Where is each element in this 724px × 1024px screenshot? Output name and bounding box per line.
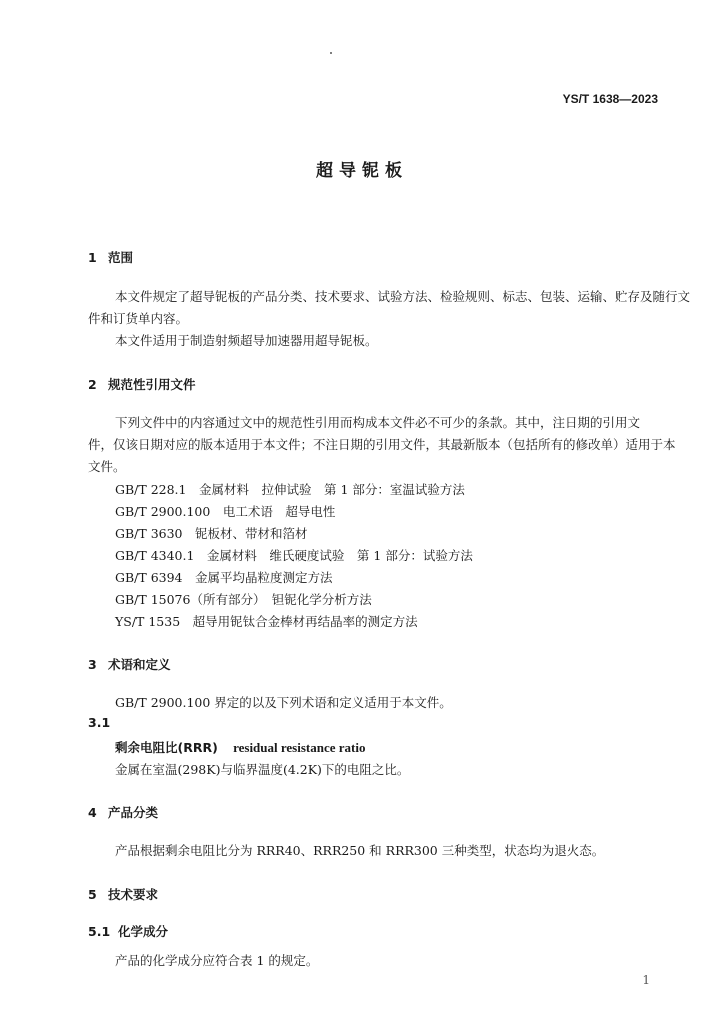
classification-text: 产品根据剩余电阻比分为 RRR40、RRR250 和 RRR300 三种类型，状态均为退火态。 (115, 843, 605, 858)
chemical-composition-text: 产品的化学成分应符合表 1 的规定。 (115, 953, 319, 968)
section-5-heading (88, 885, 158, 903)
reference-item: GB/T 2900.100 电工术语 超导电性 (115, 504, 336, 519)
section-title: 规范性引用文件 (108, 377, 196, 392)
term-entry (115, 737, 365, 756)
section-title: 范围 (108, 250, 134, 265)
scope-paragraph-2: 本文件适用于制造射频超导加速器用超导铌板。 (115, 333, 378, 348)
page-number: 1 (642, 973, 650, 987)
section-4-heading (88, 803, 158, 821)
reference-item: GB/T 4340.1 金属材料 维氏硬度试验 第 1 部分：试验方法 (115, 548, 473, 563)
scope-paragraph-line2: 件和订货单内容。 (88, 311, 189, 326)
section-2-heading (88, 375, 196, 393)
subsection-number: 5.1 (88, 924, 111, 939)
section-title: 产品分类 (108, 805, 159, 820)
section-title: 技术要求 (108, 887, 159, 902)
references-intro-line1: 下列文件中的内容通过文中的规范性引用而构成本文件必不可少的条款。其中，注日期的引用文 (115, 415, 641, 430)
references-intro-line2: 件，仅该日期对应的版本适用于本文件；不注日期的引用文件，其最新版本（包括所有的修改单）适用于本 (88, 437, 676, 452)
section-number: 2 (88, 377, 97, 392)
term-number: 3.1 (88, 715, 111, 730)
section-3-heading (88, 655, 171, 673)
scan-dot (330, 52, 332, 54)
references-intro-line3: 文件。 (88, 459, 126, 474)
term-definition: 金属在室温(298K)与临界温度(4.2K)下的电阻之比。 (115, 762, 410, 777)
reference-item: GB/T 15076（所有部分） 钽铌化学分析方法 (115, 592, 372, 607)
subsection-5-1-heading (88, 922, 168, 940)
subsection-title: 化学成分 (118, 924, 169, 939)
section-number: 3 (88, 657, 97, 672)
section-number: 4 (88, 805, 97, 820)
section-title: 术语和定义 (108, 657, 171, 672)
term-english: residual resistance ratio (233, 740, 366, 755)
reference-item: GB/T 6394 金属平均晶粒度测定方法 (115, 570, 333, 585)
section-number: 1 (88, 250, 97, 265)
reference-item: GB/T 3630 铌板材、带材和箔材 (115, 526, 308, 541)
section-number: 5 (88, 887, 97, 902)
scope-paragraph-line1: 本文件规定了超导铌板的产品分类、技术要求、试验方法、检验规则、标志、包装、运输、贮存及随行文 (115, 289, 691, 304)
reference-item: GB/T 228.1 金属材料 拉伸试验 第 1 部分：室温试验方法 (115, 482, 465, 497)
term-chinese: 剩余电阻比(RRR) (115, 740, 218, 755)
document-title: 超导铌板 (316, 161, 408, 181)
standard-code: YS/T 1638—2023 (562, 92, 658, 106)
reference-item: YS/T 1535 超导用铌钛合金棒材再结晶率的测定方法 (115, 614, 418, 629)
terms-intro: GB/T 2900.100 界定的以及下列术语和定义适用于本文件。 (115, 695, 452, 710)
section-1-heading (88, 248, 133, 266)
